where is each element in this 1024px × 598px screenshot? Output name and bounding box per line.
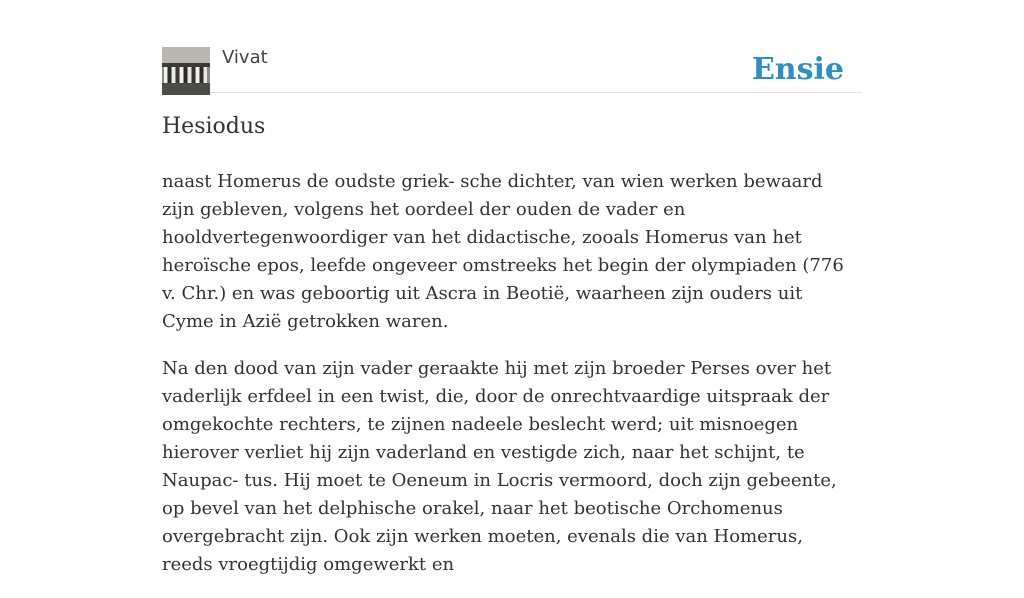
article-title: Hesiodus [162,114,266,139]
article-paragraph: Na den dood van zijn vader geraakte hij met zijn broeder Perses over het vaderlijk erfdeel in een twist, die, door de onrechtvaardige uitspraak der omgekochte rechters, te zijnen nadeele beslecht werd; uit misnoegen hierover verliet hij zijn vaderland en vestigde zich, naar het schijnt, te Naupac- tus. Hij moet te Oeneum in Locris vermoord, doch zijn gebeente, op bevel van het delphische orakel, naar het beotische Orchomenus overgebracht zijn. Ook zijn werken moeten, evenals die van Homerus, reeds vroegtijdig omgewerkt en [162,358,837,575]
bookshelf-avatar-icon [162,47,210,95]
article-body [162,168,852,598]
author-avatar[interactable] [162,47,210,95]
page-header [162,46,862,93]
author-name[interactable]: Vivat [222,47,268,68]
article-paragraph: naast Homerus de oudste griek- sche dichter, van wien werken bewaard zijn gebleven, volgens het oordeel der ouden de vader en hooldvertegenwoordiger van het didactische, zooals Homerus van het heroïsche epos, leefde ongeveer omstreeks het begin der olympiaden (776 v. Chr.) en was geboortig uit Ascra in Beotië, waarheen zijn ouders uit Cyme in Azië getrokken waren. [162,171,844,332]
ensie-logo[interactable]: Ensie [751,52,844,87]
